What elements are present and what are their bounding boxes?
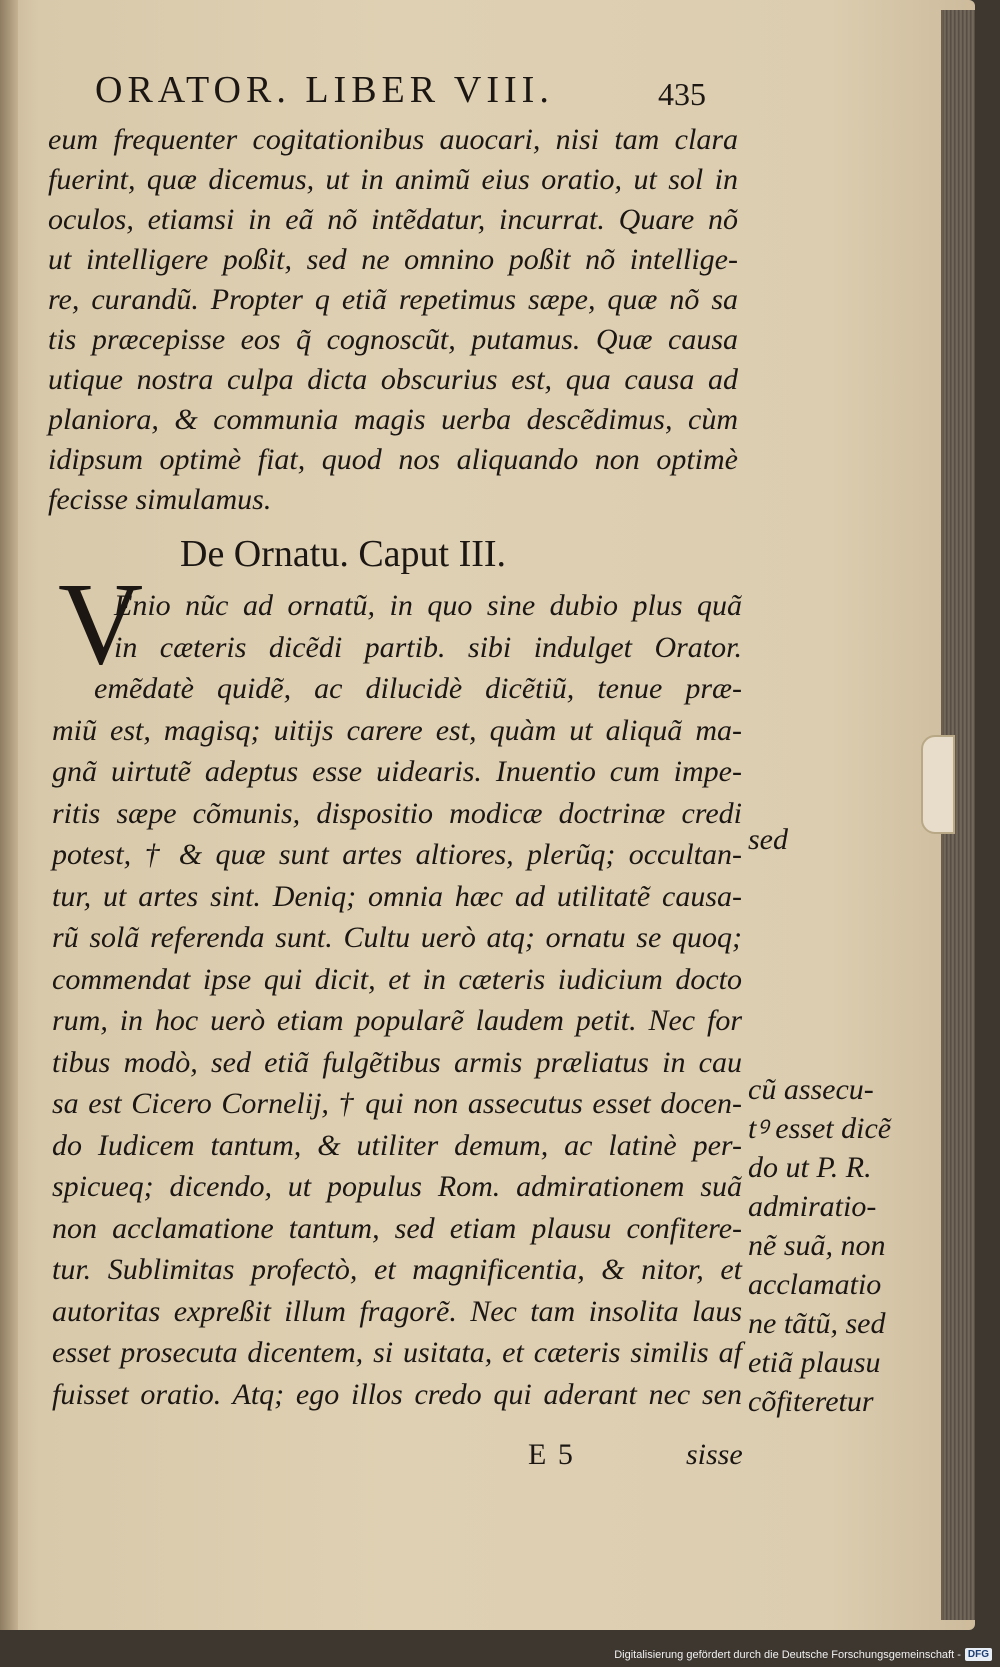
text-line: tur, ut artes sint. Deniq; omnia hæc ad utilitatẽ causa- [52,879,742,913]
margin-note-line: do ut P. R. [748,1151,872,1184]
margin-note-line: tꝰ esset dicẽ [748,1112,892,1145]
text-line: fuerint, quæ dicemus, ut in animũ eius oratio, ut sol in [48,163,738,196]
margin-note-line: nẽ suã, non [748,1229,886,1262]
text-line: in cæteris dicẽdi partib. sibi indulget Orator. [114,630,742,664]
drop-cap: V [58,558,144,689]
text-line: rum, in hoc uerò etiam popularẽ laudem petit. Nec for [52,1004,742,1037]
margin-note-2 [748,1070,898,1421]
text-line: sa est Cicero Cornelij, † qui non assecutus esset docen- [52,1087,742,1120]
text-line: spicueq; dicendo, ut populus Rom. admirationem suã [52,1170,742,1203]
dfg-logo-icon: DFG [965,1648,992,1661]
margin-note-line: admiratio- [748,1190,877,1223]
text-line: tis præcepisse eos q̃ cognoscũt, putamus. Quæ causa [48,323,738,356]
text-line: non acclamatione tantum, sed etiam plausu confitere- [52,1211,742,1245]
text-line: fecisse simulamus. [48,483,272,516]
text-line: planiora, & communia magis uerba descẽdimus, cùm [48,403,738,436]
text-line: fuisset oratio. Atq; ego illos credo qui aderant nec sen [52,1377,742,1411]
margin-note-line: ne tãtũ, sed [748,1307,886,1340]
margin-note-1 [748,820,898,859]
text-line: tibus modò, sed etiã fulgẽtibus armis præliatus in cau [52,1045,742,1079]
book-spine-shadow [0,0,18,1630]
running-title: ORATOR. LIBER VIII. [95,69,554,111]
text-line: Enio nũc ad ornatũ, in quo sine dubio plus quã [114,589,742,622]
text-line: utique nostra culpa dicta obscurius est, qua causa ad [48,363,738,396]
margin-note-line: acclamatio [748,1268,882,1301]
text-line: miũ est, magisq; uitijs carere est, quàm ut aliquã ma- [52,713,742,747]
text-line: rũ solã referenda sunt. Cultu uerò atq; ornatu se quoq; [52,921,742,954]
text-line: potest, † & quæ sunt artes altiores, plerũq; occultan- [52,838,742,871]
text-line: ritis sæpe cõmunis, dispositio modicæ doctrinæ credi [52,796,742,830]
chapter-heading: De Ornatu. Caput III. [180,533,507,575]
page-number: 435 [658,76,706,112]
text-line: oculos, etiamsi in eã nõ intẽdatur, incurrat. Quare nõ [48,203,738,236]
text-line: commendat ipse qui dicit, et in cæteris iudicium docto [52,962,742,996]
text-line: esset prosecuta dicentem, si usitata, et cæteris similis af [52,1336,742,1369]
top-paragraph [48,120,738,520]
text-line: idipsum optimè fiat, quod nos aliquando non optimè [48,443,738,476]
text-line: autoritas expreßit illum fragorẽ. Nec tam insolita laus [52,1294,742,1328]
text-line: emẽdatè quidẽ, ac dilucidè dicẽtiũ, tenue præ- [94,672,742,705]
text-line: gnã uirtutẽ adeptus esse uidearis. Inuentio cum impe- [52,755,742,788]
book-clasp [921,735,955,834]
catchword: sisse [686,1438,743,1471]
text-line: ut intelligere poßit, sed ne omnino poßit nõ intellige- [48,243,738,276]
text-line: do Iudicem tantum, & utiliter demum, ac latinè per- [52,1128,742,1162]
margin-note-line: sed [748,823,788,856]
text-line: eum frequenter cogitationibus auocari, nisi tam clara [48,123,738,156]
text-line: re, curandũ. Propter q etiã repetimus sæpe, quæ nõ sa [48,283,738,316]
margin-note-line: cũ assecu- [748,1073,874,1106]
signature-mark: E 5 [528,1438,575,1471]
text-line: tur. Sublimitas profectò, et magnificentia, & nitor, et [52,1253,742,1286]
chapter-body [52,585,742,1415]
margin-note-line: etiã plausu [748,1346,881,1379]
margin-note-line: cõfiteretur [748,1385,874,1418]
footer-credit: Digitalisierung gefördert durch die Deutsche Forschungsgemeinschaft - [614,1648,961,1661]
digitization-footer [614,1648,992,1661]
